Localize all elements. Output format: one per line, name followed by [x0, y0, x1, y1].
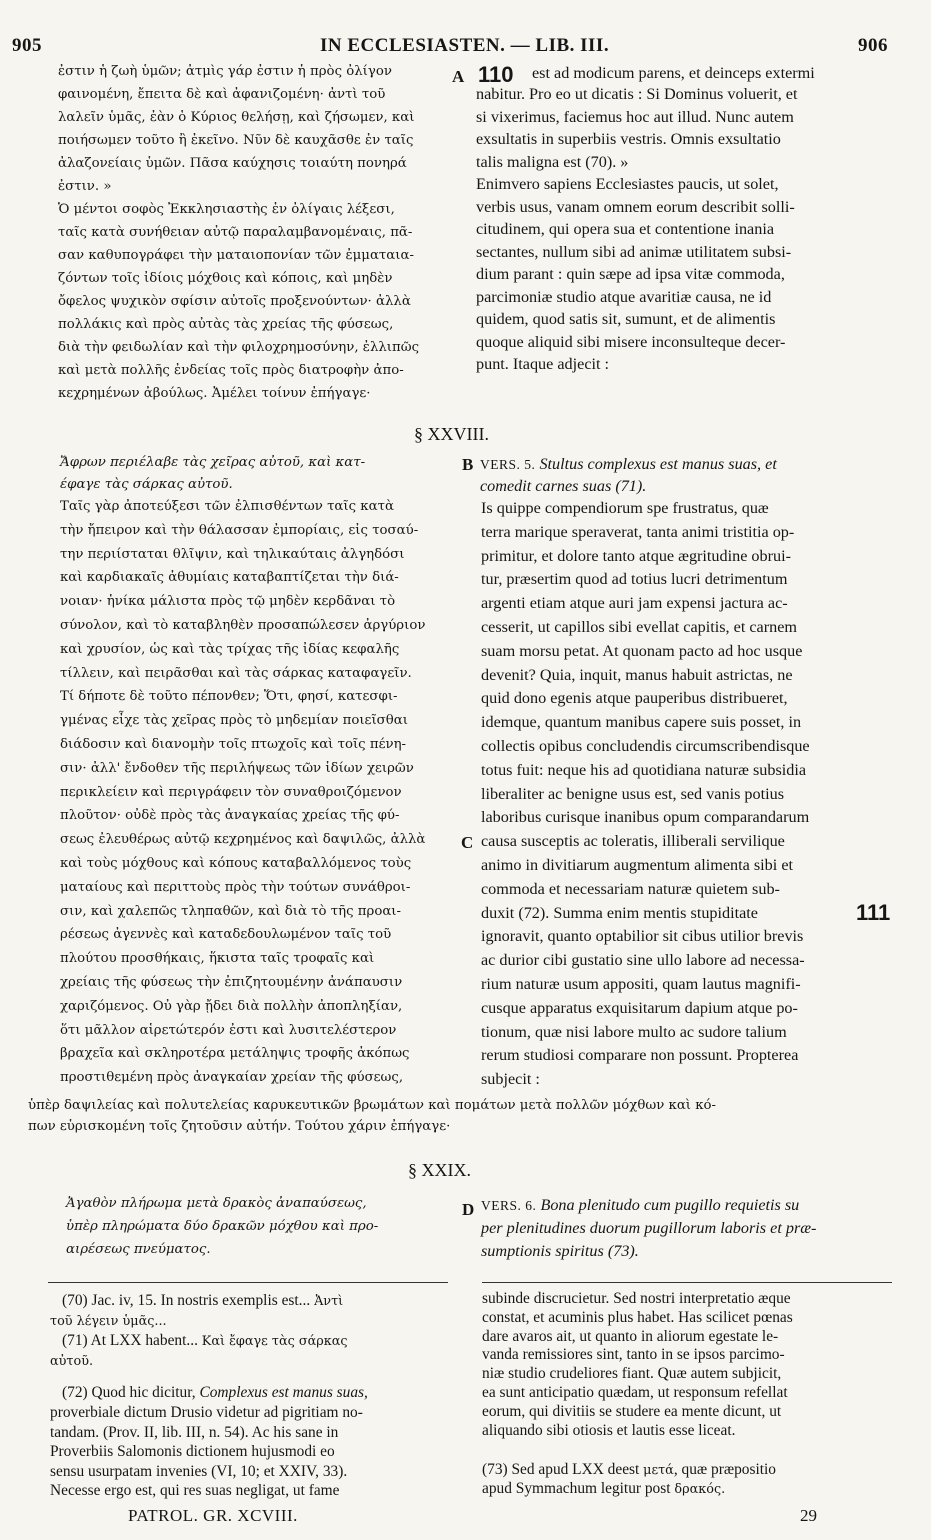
page-number-left: 905: [12, 35, 42, 56]
verse-line: Ἀγαθὸν πλήρωμα μετὰ δρακὸς ἀναπαύσεως,: [66, 1196, 367, 1211]
footnote-line: eorum, qui divitiis se studere ea mente dicunt, ut: [482, 1402, 782, 1420]
latin-line: totus fuit: neque his ad quotidiana naturæ subsidia: [481, 760, 807, 779]
greek-line: Ταῖς γὰρ ἀποτεύξεσι τῶν ἐλπισθέντων ταῖς κατὰ: [60, 499, 394, 514]
greek-line: καὶ μετὰ πολλῆς ἐνδείας τοῖς πρὸς διατροφὴν ἀπο-: [58, 363, 404, 378]
greek-line: τὴν ἤπειρον καὶ τὴν θάλασσαν ἐμπορίαις, εἰς τοσαύ-: [60, 522, 419, 538]
latin-line: laboribus curisque inanibus opum comparandarum: [481, 808, 810, 827]
footnote-73-line2: apud Symmachum legitur post δρακός.: [482, 1480, 726, 1497]
latin-line: quidem, quod satis sit, sumunt, et de alimentis: [476, 310, 776, 328]
footnote-line: τοῦ λέγειν ὑμᾶς...: [50, 1314, 167, 1329]
vers-label: VERS. 5.: [480, 457, 536, 472]
greek-line: χρείαις τῆς φύσεως τὴν ἐπιζητουμένην ἀνάπαυσιν: [60, 975, 403, 990]
greek-line: ἐστιν ἡ ζωὴ ὑμῶν; ἀτμὶς γάρ ἐστιν ἡ πρὸς ὀλίγον: [58, 64, 392, 79]
latin-verse: Stultus complexus est manus suas, et: [539, 455, 777, 473]
greek-line: ἀλαζονείαις ὑμῶν. Πᾶσα καύχησις τοιαύτη πονηρά: [58, 156, 407, 171]
greek-line: διάδοσιν καὶ διανομὴν τοῖς πτωχοῖς καὶ τοῖς πένη-: [60, 737, 407, 752]
greek-line: Ὁ μέντοι σοφὸς Ἐκκλησιαστὴς ἐν ὀλίγαις λέξεσι,: [58, 202, 395, 217]
greek-line: γμένας εἶχε τὰς χεῖρας πρὸς τὸ μηδεμίαν ποιεῖσθαι: [60, 713, 408, 729]
verse-line: Ἄφρων περιέλαβε τὰς χεῖρας αὐτοῦ, καὶ κατ-: [60, 455, 366, 470]
verse-line: ὑπὲρ πληρώματα δύο δρακῶν μόχθου καὶ προ-: [66, 1219, 379, 1234]
latin-line: dium parant : quin sæpe ad ipsa vitæ commoda,: [476, 265, 785, 283]
latin-line: verbis usus, vanam omnem eorum describit solli-: [476, 197, 795, 216]
latin-line: liberaliter ac benigne usus est, sed vanis potius: [481, 784, 784, 803]
greek-line: καὶ τοὺς μόχθους καὶ κόπους καταβαλλόμενος τοὺς: [60, 856, 412, 871]
latin-line: Enimvero sapiens Ecclesiastes paucis, ut solet,: [476, 175, 779, 193]
greek-line: καὶ καρδιακαῖς ἀθυμίαις καταβαπτίζεται τὴν διά-: [60, 570, 399, 586]
greek-line: βραχεῖα καὶ σκληροτέρα μετάληψις τροφῆς ἀκόπως: [60, 1046, 410, 1062]
greek-line: καὶ χρυσίον, ὡς καὶ τὰς τρίχας τῆς ἰδίας κεφαλῆς: [60, 641, 400, 657]
greek-line: την περιίσταται θλῖψιν, καὶ τηλικαύταις ἀλγηδόσι: [60, 546, 405, 562]
latin-line: rerum studiosi comparare non possunt. Propterea: [481, 1046, 799, 1065]
greek-line: φαινομένη, ἔπειτα δὲ καὶ ἀφανιζομένη· ἀντὶ τοῦ: [58, 87, 386, 102]
latin-verse: Bona plenitudo cum pugillo requietis su: [540, 1196, 800, 1214]
footnote-line: (70) Jac. iv, 15. In nostris exemplis est... Ἀντὶ: [62, 1292, 344, 1309]
greek-line: σιν, καὶ χαλεπῶς τληπαθῶν, καὶ διὰ τὸ τῆς προαι-: [60, 903, 402, 919]
footnote-72-line1: (72) Quod hic dicitur, Complexus est manus suas,: [62, 1384, 368, 1401]
page-marker-110: 110: [478, 62, 514, 87]
greek-line: σαν καθυπογράφει τὴν ματαιοπονίαν τῶν ἐμματαια-: [58, 248, 414, 263]
latin-line: citudinem, qui opera sua et contentione inania: [476, 220, 775, 238]
vers-label: VERS. 6.: [481, 1198, 537, 1213]
latin-line: causa susceptis ac toleratis, illiberali servilique: [481, 832, 785, 851]
verse-line: αιρέσεως πνεύματος.: [66, 1242, 211, 1257]
latin-line: commoda et necessariam naturæ quietem sub-: [481, 879, 780, 898]
greek-line: περικλείειν καὶ περιγράφειν τὸν συναθροιζόμενον: [60, 784, 402, 800]
section-29-vers-line1: [481, 1197, 799, 1213]
latin-line: subjecit :: [481, 1070, 540, 1089]
greek-line: ρέσεως ἀγεννὲς καὶ καταδεδουλωμένον ταῖς τοῦ: [60, 927, 392, 943]
latin-line: primitur, et dolore tanto atque ægritudine obrui-: [481, 546, 791, 565]
latin-line: punt. Itaque adjecit :: [476, 355, 610, 373]
greek-line: σύνολον, καὶ τὸ καταβληθὲν προσαπώλεσεν ἀργύριον: [60, 618, 426, 633]
latin-line: animo in divitiarum augmentum alimenta sibi et: [481, 856, 793, 874]
footnote-line: αὐτοῦ.: [50, 1354, 94, 1369]
footnote-line: (71) At LXX habent... Καὶ ἔφαγε τὰς σάρκας: [62, 1332, 348, 1349]
latin-line: cesserit, ut capillos sibi evellat capitis, et carnem: [481, 618, 797, 636]
greek-line: πων εὑρισκομένη τοῖς ζητοῦσιν αὐτήν. Τούτου χάριν ἐπήγαγε·: [28, 1119, 451, 1134]
latin-line: duxit (72). Summa enim mentis stupiditate: [481, 903, 758, 922]
section-28-vers-line1: [480, 456, 777, 472]
latin-line: parcimoniæ studio atque avaritiæ causa, ne id: [476, 287, 772, 306]
section-29-vers-line2: per plenitudines duorum pugillorum laboris et præ-: [481, 1219, 817, 1237]
greek-line: χαριζόμενος. Οὐ γὰρ ᾔδει διὰ πολλὴν ἀποπληξίαν,: [60, 998, 403, 1014]
page-number-right: 906: [858, 35, 888, 56]
greek-line: ποιήσωμεν τοῦτο ἢ ἐκεῖνο. Νῦν δὲ καυχᾶσθε ἐν ταῖς: [58, 133, 414, 148]
greek-line: διὰ τὴν φειδωλίαν καὶ τὴν φιλοχρημοσύνην, ἐλλιπῶς: [58, 340, 420, 355]
latin-line: tur, præsertim quod ad totius lucri detrimentum: [481, 570, 788, 589]
greek-line: τίλλειν, καὶ πειρᾶσθαι καὶ τὰς σάρκας καταφαγεῖν.: [60, 665, 412, 681]
latin-line: suam morsu petat. At quonam pacto ad hoc usque: [481, 641, 803, 660]
footnote-line: Necesse ergo est, qui res suas negligat, ut fame: [50, 1482, 340, 1500]
greek-line: πλοῦτον· οὐδὲ πρὸς τὰς ἀναγκαίας χρείας τῆς φύ-: [60, 808, 400, 824]
latin-line: ac durior cibi gustatio sine ullo labore ad necessa-: [481, 951, 805, 970]
footnote-line: subinde discrucietur. Sed nostri interpretatio æque: [482, 1290, 791, 1307]
latin-line: quid dono egenis atque pauperibus distribueret,: [481, 689, 788, 708]
greek-line: λαλεῖν ὑμᾶς, ἐὰν ὁ Κύριος θελήσῃ, καὶ ζήσωμεν, καὶ: [58, 110, 415, 125]
greek-line: ματαίους καὶ περιττοὺς πρὸς τὴν τούτων συνάθροι-: [60, 879, 411, 895]
latin-line: sectantes, nullum sibi ad animæ utilitatem subsi-: [476, 242, 792, 261]
footnote-line: constat, et acuminis plus habet. Has scilicet pœnas: [482, 1308, 793, 1326]
footnote-line: niæ studio crudeliores fiant. Quæ autem subjicit,: [482, 1365, 782, 1383]
latin-line: tionum, quæ nisi labore multo ac sudore talium: [481, 1022, 787, 1041]
greek-line: πλούτου προσθήκαις, ἥκιστα ταῖς τροφαῖς καὶ: [60, 951, 375, 967]
verse-line: έφαγε τὰς σάρκας αὐτοῦ.: [60, 477, 233, 492]
margin-letter-c: C: [461, 833, 474, 852]
latin-line: rium naturæ usum appositi, quam lautus magnifi-: [481, 975, 801, 993]
greek-line: ταῖς κατὰ συνήθειαν αὐτῷ παραλαμβανομέναις, πᾶ-: [58, 225, 413, 240]
latin-line: argenti etiam atque auri jam expensi jactura ac-: [481, 594, 788, 613]
latin-line: ignoravit, quanto optabilior sit cibus utilior brevis: [481, 927, 804, 946]
latin-line: cusque apparatus exquisitarum dapium atque po-: [481, 998, 798, 1017]
footer-sheet-number: 29: [800, 1506, 817, 1525]
margin-letter-a: A: [452, 67, 465, 86]
latin-line: Is quippe compendiorum spe frustratus, quæ: [481, 499, 769, 517]
footnote-line: tandam. (Prov. II, lib. III, n. 54). Ac his sane in: [50, 1423, 339, 1441]
latin-line: nabitur. Pro eo ut dicatis : Si Dominus voluerit, et: [476, 85, 798, 103]
greek-line: ὅτι μᾶλλον αἱρετώτερόν ἐστι καὶ λυσιτελέστερον: [60, 1022, 397, 1038]
section-28-title: § XXVIII.: [414, 424, 489, 444]
greek-line: ὑπὲρ δαψιλείας καὶ πολυτελείας καρυκευτικῶν βρωμάτων καὶ πομάτων μετὰ πολλῶν μόχθων καὶ κό-: [28, 1098, 717, 1113]
footnote-line: aliquando sibi otiosis et lautis esse liceat.: [482, 1421, 736, 1439]
greek-line: ὄφελος ψυχικὸν σφίσιν αὐτοῖς προξενούντων· ἀλλὰ: [58, 294, 411, 309]
greek-line: σιν· ἀλλ' ἔνδοθεν τῆς περιλήψεως τῶν ἰδίων χειρῶν: [60, 760, 414, 776]
footnote-line: sensu usurpatam invenies (VI, 10; et XXIV, 33).: [50, 1462, 348, 1480]
latin-line: est ad modicum parens, et deinceps extermi: [532, 64, 815, 82]
footnote-line: ea sunt anticipatio quædam, ut responsum refellat: [482, 1384, 788, 1401]
greek-line: νοιαν· ἡνίκα μάλιστα πρὸς τῷ μηδὲν κερδᾶναι τὸ: [60, 594, 396, 610]
latin-line: exsultatis in superbiis vestris. Omnis exsultatio: [476, 130, 781, 148]
footnote-73-line1: (73) Sed apud LXX deest μετά, quæ præpositio: [482, 1461, 777, 1478]
section-28-vers-line2: comedit carnes suas (71).: [480, 477, 647, 495]
margin-letter-d: D: [462, 1200, 475, 1219]
greek-line: πολλάκις καὶ πρὸς αὐτὰς τὰς χρείας τῆς φύσεως,: [58, 317, 394, 332]
latin-line: terra marique speraverat, tanta animi tristitia op-: [481, 522, 795, 541]
page-marker-111: 111: [856, 900, 891, 925]
greek-line: ἐστιν. »: [58, 179, 112, 194]
latin-line: quoque aliquid sibi misere inconsulteque decer-: [476, 332, 786, 351]
latin-line: idemque, quantum manibus capere suis posset, in: [481, 713, 802, 732]
footnote-line: dare avaros ait, ut quanto in aliorum egestate le-: [482, 1327, 779, 1345]
footnote-line: Proverbiis Salomonis dictionem hujusmodi eo: [50, 1443, 335, 1461]
greek-line: σεως ἐλευθέρως αὐτῷ κεχρημένος καὶ δαψιλῶς, ἀλλὰ: [60, 832, 426, 848]
latin-line: devenit? Quia, inquit, manus habuit astrictas, ne: [481, 665, 793, 684]
margin-letter-b: B: [462, 455, 474, 474]
greek-line: Τί δήποτε δὲ τοῦτο πέπονθεν; Ὅτι, φησί, κατεσφι-: [60, 689, 398, 705]
footnote-line: vanda remissiores sint, tanto in se ipsos parcimo-: [482, 1346, 785, 1364]
greek-line: κεχρημένων ἀβούλως. Ἀμέλει τοίνυν ἐπήγαγε·: [58, 386, 371, 401]
footnote-line: proverbiale dictum Drusio videtur ad pigritiam no-: [50, 1404, 363, 1421]
section-29-vers-line3: sumptionis spiritus (73).: [481, 1242, 639, 1260]
greek-line: ζόντων τοῖς ἰδίοις μόχθοις καὶ κόποις, καὶ μηδὲν: [58, 271, 393, 286]
latin-line: si vixerimus, faciemus hoc aut illud. Nunc autem: [476, 107, 794, 126]
greek-line: προστιθεμένη πρὸς ἀναγκαίαν χρείαν τῆς φύσεως,: [60, 1070, 404, 1086]
latin-line: talis maligna est (70). »: [476, 152, 629, 171]
section-29-title: § XXIX.: [408, 1160, 471, 1180]
footer-series: PATROL. GR. XCVIII.: [128, 1506, 298, 1525]
running-title: IN ECCLESIASTEN. — LIB. III.: [320, 35, 610, 56]
latin-line: collectis opibus concludendis circumscribendisque: [481, 737, 810, 755]
footnote-rule-left: [48, 1282, 448, 1283]
footnote-rule-right: [482, 1282, 892, 1283]
